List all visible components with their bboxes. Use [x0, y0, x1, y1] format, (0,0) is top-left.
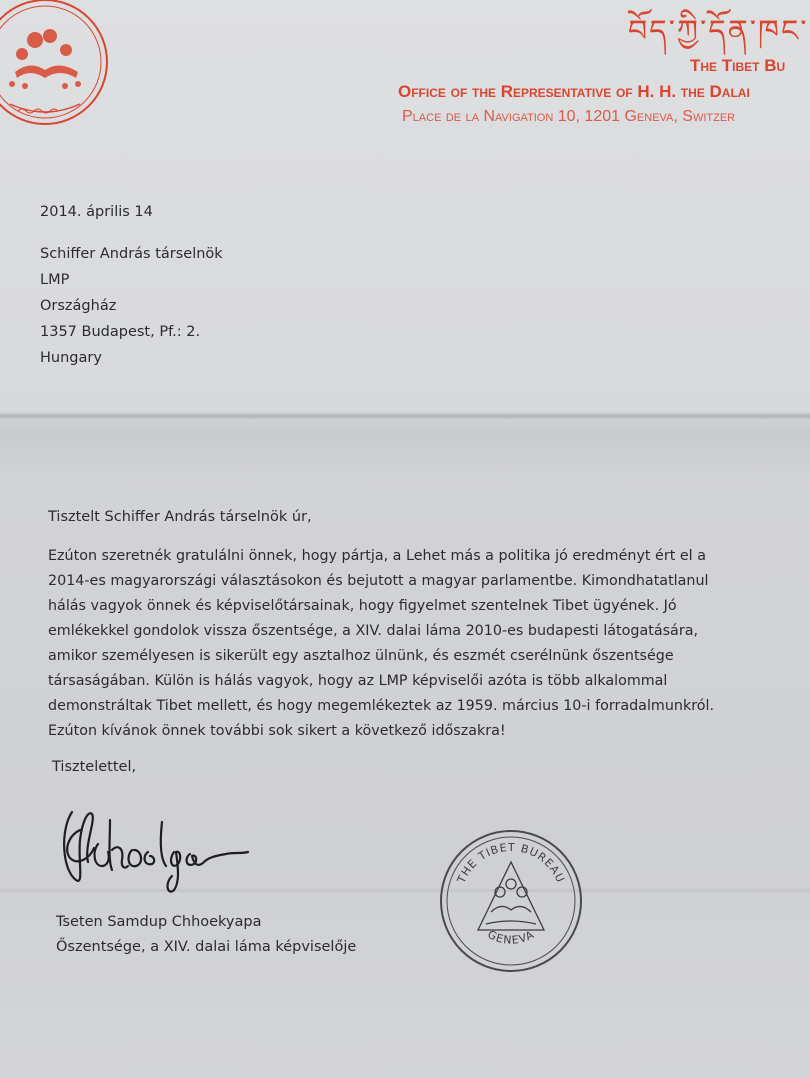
- letterhead-address: Place de la Navigation 10, 1201 Geneva, Switzer: [402, 108, 736, 125]
- letterhead-office-line: Office of the Representative of H. H. the Dalai: [398, 82, 750, 101]
- seal-bottom-text: GENEVA: [485, 927, 537, 947]
- recipient-line: Országház: [40, 298, 117, 314]
- body-line: Ezúton kívánok önnek további sok sikert a következő időszakra!: [48, 723, 506, 739]
- recipient-line: LMP: [40, 272, 70, 288]
- closing: Tisztelettel,: [52, 759, 137, 775]
- tibet-emblem-logo: [0, 0, 115, 142]
- recipient-line: 1357 Budapest, Pf.: 2.: [40, 324, 201, 340]
- signatory-name: Tseten Samdup Chhoekyapa: [56, 914, 262, 930]
- signatory-title: Őszentsége, a XIV. dalai láma képviselője: [56, 939, 357, 955]
- body-line: hálás vagyok önnek és képviselőtársainak, hogy figyelmet szentelnek Tibet ügyének. Jó: [48, 598, 677, 614]
- recipient-line: Hungary: [40, 350, 102, 366]
- body-line: emlékekkel gondolok vissza őszentsége, a XIV. dalai láma 2010-es budapesti látogatására,: [48, 623, 698, 639]
- letter-body: [48, 544, 714, 744]
- body-line: 2014-es magyarországi választásokon és bejutott a magyar parlamentbe. Kimondhatatlanul: [48, 573, 709, 589]
- salutation: Tisztelt Schiffer András társelnök úr,: [48, 509, 312, 525]
- tibet-bureau-seal: [436, 826, 586, 976]
- letterhead-tibetan-script: བོད་ཀྱི་དོན་ཁང་: [628, 14, 809, 49]
- seal-top-text: THE TIBET BUREAU: [454, 840, 568, 886]
- handwritten-signature: [58, 800, 268, 895]
- body-line: amikor személyesen is sikerült egy asztalhoz ülnünk, és eszmét cserélnünk őszentsége: [48, 648, 674, 664]
- body-line: demonstráltak Tibet mellett, és hogy megemlékeztek az 1959. március 10-i forradalmunkról.: [48, 698, 715, 714]
- letter-date: 2014. április 14: [40, 204, 153, 220]
- body-line: Ezúton szeretnék gratulálni önnek, hogy pártja, a Lehet más a politika jó eredményt ért el a: [48, 548, 706, 564]
- paper-fold: [0, 412, 810, 420]
- body-line: társaságában. Külön is hálás vagyok, hogy az LMP képviselői azóta is több alkalommal: [48, 673, 668, 689]
- letterhead-bureau-name: The Tibet Bu: [690, 56, 786, 75]
- recipient-line: Schiffer András társelnök: [40, 246, 223, 262]
